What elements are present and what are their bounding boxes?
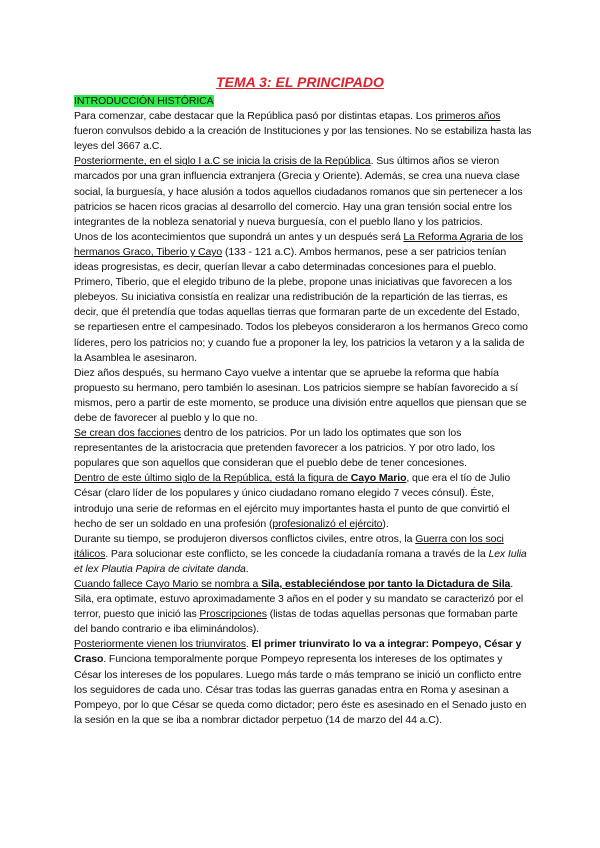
- p5-text: dentro de los patricios. Por un lado los optimates que son los representantes de la aristocracia que pretenden favorecer a los patricios. Y por otro lado, los populares que son aquellos que consideran que el pueblo debe de tener concesiones.: [74, 427, 495, 470]
- section-heading-highlight: INTRODUCCIÓN HISTÓRICA: [74, 95, 214, 107]
- p8-text-2: (listas de todas aquellas personas que formaban parte del bando contrario e iba eliminándolos).: [74, 608, 518, 636]
- p1-text-2: fueron convulsos debido a la creación de Instituciones y por las tensiones. No se estabiliza hasta las leyes del 3667 a.C.: [74, 125, 532, 153]
- p7-italic: Lex Iulia et lex Plautia Papira de civitate danda: [74, 547, 527, 575]
- paragraph-8: [74, 577, 532, 637]
- paragraph-1: [74, 109, 532, 154]
- paragraph-2: [74, 154, 532, 229]
- p2-text: . Sus últimos años se vieron marcados por una gran influencia extranjera (Grecia y Oriente). Además, se crea una nueva clase social, la burguesía, y hace alusión a todos aquellos ciudadanos romanos que sin pertenecer a los patricios se hacen ricos gracias al desarrollo del comercio. Hay una gran tensión social entre los integrantes de la nobleza senatorial y nueva burguesía, con el pueblo llano y los patricios.: [74, 155, 523, 228]
- p7-text: Durante su tiempo, se produjeron diversos conflictos civiles, entre otros, la: [74, 532, 416, 545]
- p8-text: . Sila, era optimate, estuvo aproximadamente 3 años en el poder y su mandato se caracterizó por el terror, puesto que inició las: [74, 578, 524, 621]
- paragraph-4: [74, 366, 532, 426]
- p2-underline: Posteriormente, en el siglo I a.C se inicia la crisis de la República: [74, 155, 371, 168]
- p5-underline: Se crean dos facciones: [74, 427, 181, 440]
- document-body: [74, 94, 532, 728]
- paragraph-3: [74, 230, 532, 366]
- p8-underline: Cuando fallece Cayo Mario se nombra a: [74, 578, 262, 590]
- p8-bold-underline: Sila, estableciéndose por tanto la Dictadura de Sila: [261, 578, 511, 590]
- paragraph-6: [74, 471, 532, 531]
- p1-underline: primeros años: [435, 110, 501, 123]
- p1-text: Para comenzar, cabe destacar que la República pasó por distintas etapas. Los: [74, 110, 436, 123]
- paragraph-7: [74, 532, 532, 577]
- page-title: TEMA 3: EL PRINCIPADO: [216, 74, 384, 90]
- p6-bold-underline: Cayo Mario: [350, 472, 407, 485]
- p6-underline: Dentro de este último siglo de la República, está la figura de: [74, 472, 351, 485]
- p9-text: .: [245, 638, 252, 651]
- p4-text: Diez años después, su hermano Cayo vuelve a intentar que se apruebe la reforma que había propuesto su hermano, pero también lo asesinan. Los patricios siempre se habían favorecido a sí mismos, pero a partir de este momento, se produce una división entre aquellos que piensan que se debe de favorecer al pueblo y lo que no.: [74, 366, 527, 424]
- p9-text-2: . Funciona temporalmente porque Pompeyo representa los intereses de los optimates y César los intereses de los populares. Luego más tarde o más temprano se inició un conflicto entre los seguidores de cada uno. César tras todas las guerras ganadas entra en Roma y asesinan a Pompeyo, por lo que César se queda como dictador; pero éste es asesinado en el Senado justo en la sesión en la que se iba a nombrar dictador perpetuo (14 de marzo del 44 a.C).: [74, 653, 527, 726]
- section-heading: [74, 94, 532, 109]
- p3-text: Unos de los acontecimientos que supondrá un antes y un después será: [74, 230, 404, 243]
- p3-text-2: (133 - 121 a.C). Ambos hermanos, pese a ser patricios tenían ideas progresistas, es decir, querían llevar a cabo determinadas concesiones para el pueblo. Primero, Tiberio, que el elegido tribuno de la plebe, propone unas iniciativas que favorecen a los plebeyos. Su iniciativa consistía en realizar una redistribución de la repartición de las tierras, es decir, que él pretendía que todas aquellas tierras que formaran parte de un excedente del Estado, se repartiesen entre el campesinado. Todos los plebeyos consideraron a los hermanos Greco como líderes, pero los patricios no; y cuando fue a proponer la ley, los patricios la vetaron y a la salida de la Asamblea le asesinaron.: [74, 245, 528, 364]
- p8-underline-2: Proscripciones: [199, 608, 267, 621]
- p7-text-2: . Para solucionar este conflicto, se les concede la ciudadanía romana a través de la: [105, 547, 489, 560]
- p6-text-2: ).: [382, 517, 389, 530]
- paragraph-5: [74, 426, 532, 471]
- p3-underline: La Reforma Agraria de los hermanos Graco, Tiberio y Cayo: [74, 230, 523, 258]
- p6-underline-2: profesionalizó el ejército: [272, 517, 383, 530]
- p7-text-3: .: [245, 562, 249, 575]
- paragraph-9: [74, 637, 532, 728]
- p9-underline: Posteriormente vienen los triunviratos: [74, 638, 246, 651]
- p9-bold: El primer triunvirato lo va a integrar: Pompeyo, César y Craso: [74, 638, 522, 666]
- p6-text: , que era el tío de Julio César (claro líder de los populares y único ciudadano romano elegido 7 veces cónsul). Éste, introdujo una serie de reformas en el ejército muy importantes hasta el punto de que convirtió el hecho de ser un soldado en una profesión (: [74, 472, 511, 530]
- p7-underline: Guerra con los soci itálicos: [74, 532, 504, 560]
